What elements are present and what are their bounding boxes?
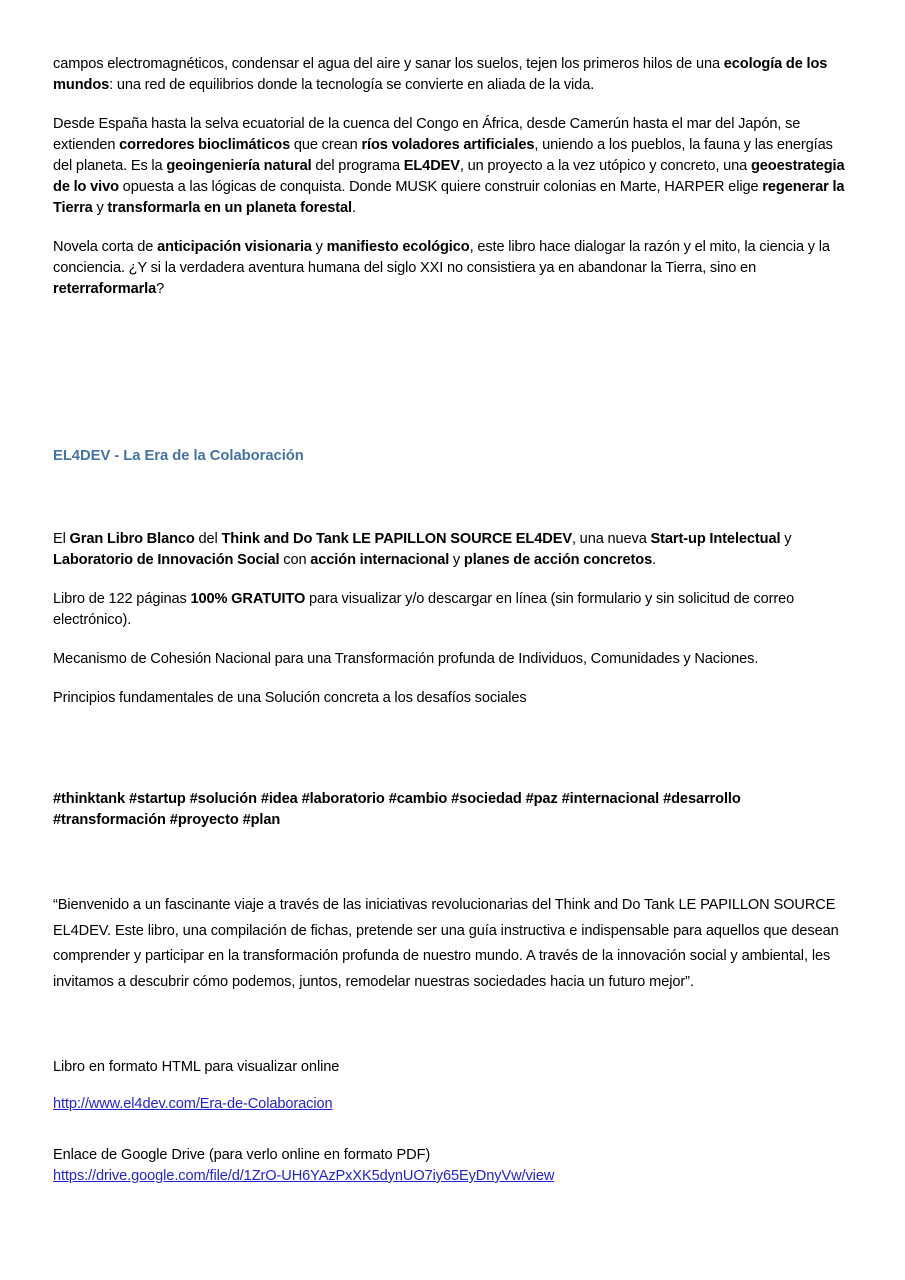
bold-startup-intelectual: Start-up Intelectual: [650, 531, 781, 547]
quote-gap: [53, 831, 850, 893]
link-row-html: [53, 1094, 850, 1115]
text-segment: y: [92, 200, 108, 216]
bold-think-and-do-tank: Think and Do Tank LE PAPILLON SOURCE EL4DEV: [221, 531, 572, 547]
paragraph-novela-corta: [53, 237, 850, 300]
section-heading-era-colaboracion: EL4DEV - La Era de la Colaboración: [53, 448, 304, 464]
text-segment: con: [279, 552, 311, 568]
bold-geoingenieria-natural: geoingeniería natural: [166, 158, 312, 174]
bold-manifiesto-ecologico: manifiesto ecológico: [326, 239, 470, 255]
drive-gap: [53, 1115, 850, 1145]
paragraph-ecologia-mundos: [53, 54, 850, 96]
link-google-drive-pdf[interactable]: https://drive.google.com/file/d/1ZrO-UH6YAzPxXK5dynUO7iy65EyDnyVw/view: [53, 1168, 555, 1184]
link-row-drive: [53, 1166, 850, 1187]
bold-accion-internacional: acción internacional: [310, 552, 450, 568]
paragraph-quote-bienvenido: “Bienvenido a un fascinante viaje a través de las iniciativas revolucionarias del Think and Do Tank LE PAPILLON SOURCE EL4DEV. Este libro, una compilación de fichas, pretende ser una guía instructiva e indispensable para aquellos que desean comprender y participar en la transformación profunda de nuestro mundo. A través de la innovación social y ambiental, les invitamos a descubrir cómo podemos, juntos, remodelar nuestras sociedades hacia un futuro mejor”.: [53, 897, 839, 990]
text-segment: , una nueva: [571, 531, 651, 547]
hashtags-line-2: #transformación #proyecto #plan: [53, 812, 281, 828]
bold-rios-voladores: ríos voladores artificiales: [361, 137, 535, 153]
text-segment: y: [311, 239, 327, 255]
label-link-gap: [53, 1078, 850, 1094]
bold-corredores-bioclimaticos: corredores bioclimáticos: [119, 137, 291, 153]
text-segment: del: [194, 531, 222, 547]
hashtags-line-1: #thinktank #startup #solución #idea #laboratorio #cambio #sociedad #paz #internacional #desarrollo: [53, 791, 741, 807]
paragraph-libro-122-paginas: [53, 589, 850, 631]
text-segment: Novela corta de: [53, 239, 158, 255]
text-segment: y: [780, 531, 792, 547]
document-content: [53, 54, 850, 1187]
paragraph-mecanismo-cohesion: Mecanismo de Cohesión Nacional para una Transformación profunda de Individuos, Comunidades y Naciones.: [53, 651, 759, 667]
bold-planeta-forestal: transformarla en un planeta forestal: [107, 200, 352, 216]
text-segment: ?: [156, 281, 165, 297]
bold-reterraformarla: reterraformarla: [53, 281, 157, 297]
bold-100-gratuito: 100% GRATUITO: [190, 591, 306, 607]
text-segment: , este libro hace dialogar la razón y el mito, la ciencia y la conciencia. ¿Y si la verdadera aventura humana del siglo XXI no consistiera ya en abandonar la Tierra, sino en: [53, 239, 830, 276]
bold-planes-accion-concretos: planes de acción concretos: [463, 552, 653, 568]
link-el4dev-era-colaboracion[interactable]: http://www.el4dev.com/Era-de-Colaboracion: [53, 1096, 333, 1112]
text-segment: , un proyecto a la vez utópico y concreto, una: [459, 158, 751, 174]
text-segment: , uniendo a los pueblos, la fauna y las energías del planeta. Es la: [53, 137, 833, 174]
text-segment: .: [652, 552, 657, 568]
text-segment: del programa: [311, 158, 404, 174]
bold-geoestrategia-lo-vivo: geoestrategia de lo vivo: [53, 158, 845, 195]
paragraph-gran-libro-blanco: [53, 529, 850, 571]
text-segment: campos electromagnéticos, condensar el agua del aire y sanar los suelos, tejen los primeros hilos de una: [53, 56, 724, 72]
text-segment: que crean: [290, 137, 362, 153]
text-segment: .: [352, 200, 356, 216]
text-segment: y: [449, 552, 464, 568]
paragraph-corredores-bioclimaticos: [53, 114, 850, 219]
label-libro-html: Libro en formato HTML para visualizar online: [53, 1059, 340, 1075]
paragraph-principios-fundamentales: Principios fundamentales de una Solución concreta a los desafíos sociales: [53, 690, 527, 706]
text-segment: opuesta a las lógicas de conquista. Donde MUSK quiere construir colonias en Marte, HARPER elige: [118, 179, 763, 195]
section-gap: [53, 318, 850, 446]
bold-regenerar-la-tierra: regenerar la Tierra: [53, 179, 845, 216]
bold-anticipacion-visionaria: anticipación visionaria: [157, 239, 312, 255]
bold-ecologia-de-los-mundos: ecología de los mundos: [53, 56, 828, 93]
hashtags-gap: [53, 727, 850, 789]
text-segment: El: [53, 531, 70, 547]
heading-gap: [53, 467, 850, 529]
text-segment: Desde España hasta la selva ecuatorial de la cuenca del Congo en África, desde Camerún hasta el mar del Japón, se extienden: [53, 116, 801, 153]
links-gap: [53, 995, 850, 1057]
text-segment: : una red de equilibrios donde la tecnología se convierte en aliada de la vida.: [109, 77, 595, 93]
label-enlace-google-drive: Enlace de Google Drive (para verlo online en formato PDF): [53, 1147, 431, 1163]
bold-laboratorio-innovacion-social: Laboratorio de Innovación Social: [53, 552, 280, 568]
text-segment: para visualizar y/o descargar en línea (sin formulario y sin solicitud de correo electrónico).: [53, 591, 795, 628]
text-segment: Libro de 122 páginas: [53, 591, 191, 607]
bold-gran-libro-blanco: Gran Libro Blanco: [69, 531, 195, 547]
bold-el4dev: EL4DEV: [403, 158, 460, 174]
